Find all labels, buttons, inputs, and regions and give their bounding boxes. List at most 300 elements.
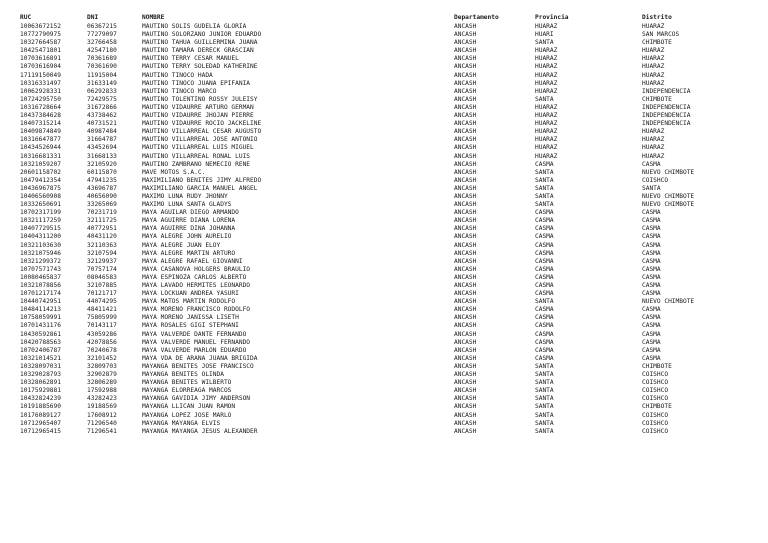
cell-nombre: MAXIMO LUNA SANTA GLADYS <box>142 201 232 209</box>
cell-ruc: 10437384628 <box>20 112 61 120</box>
cell-dni: 06367215 <box>87 23 117 30</box>
cell-distrito: CASMA <box>642 209 661 217</box>
cell-ruc: 10420788563 <box>20 338 61 346</box>
table-row <box>20 233 724 241</box>
cell-departamento: ANCASH <box>454 128 477 136</box>
cell-distrito: COISHCO <box>642 176 669 184</box>
cell-provincia: SANTA <box>535 371 554 379</box>
cell-nombre: MAUTINO VILLARREAL LUIS MIGUEL <box>142 144 254 152</box>
table-row <box>20 290 724 298</box>
cell-distrito: CASMA <box>642 217 661 225</box>
cell-provincia: HUARAZ <box>535 144 558 152</box>
cell-departamento: ANCASH <box>454 47 477 55</box>
cell-provincia: CASMA <box>535 273 554 281</box>
header-distrito: Distrito <box>642 14 672 21</box>
cell-provincia: CASMA <box>535 282 554 289</box>
cell-departamento: ANCASH <box>454 63 477 71</box>
cell-distrito: CASMA <box>642 314 661 322</box>
cell-nombre: MAYANGA MAYANGA ELVIS <box>142 419 221 427</box>
cell-nombre: MAUTINO SOLIS GUDELIA GLORIA <box>142 23 247 30</box>
cell-provincia: CASMA <box>535 265 554 273</box>
cell-dni: 70231719 <box>87 209 117 217</box>
cell-ruc: 10479412354 <box>20 176 61 184</box>
cell-ruc: 10321059207 <box>20 160 61 168</box>
cell-nombre: MAYA MORENO FRANCISCO RODOLFO <box>142 306 251 314</box>
cell-distrito: NUEVO CHIMBOTE <box>642 192 695 200</box>
cell-departamento: ANCASH <box>454 152 477 160</box>
cell-nombre: MAYA ALEGRE MARTIN ARTURO <box>142 249 236 257</box>
cell-provincia: HUARAZ <box>535 55 558 63</box>
cell-departamento: ANCASH <box>454 427 477 435</box>
cell-dni: 32111725 <box>87 217 117 225</box>
cell-dni: 44074295 <box>87 298 117 306</box>
cell-provincia: CASMA <box>535 225 554 233</box>
cell-nombre: MAUTINO SOLORZANO JUNIOR EDUARDO <box>142 31 262 39</box>
cell-provincia: SANTA <box>535 419 554 427</box>
cell-nombre: MAUTINO TERRY SOLEDAD KATHERINE <box>142 63 258 71</box>
cell-dni: 31668133 <box>87 152 117 160</box>
cell-dni: 70121717 <box>87 290 117 298</box>
table-row <box>20 209 724 217</box>
cell-distrito: NUEVO CHIMBOTE <box>642 201 695 209</box>
table-row <box>20 72 724 80</box>
cell-provincia: CASMA <box>535 233 554 241</box>
cell-departamento: ANCASH <box>454 322 477 330</box>
table-row <box>20 193 724 201</box>
cell-dni: 43282423 <box>87 395 117 403</box>
cell-distrito: CASMA <box>642 265 661 273</box>
cell-nombre: MAYA AGUIRRE DINA JOHANNA <box>142 225 236 233</box>
cell-departamento: ANCASH <box>454 103 477 111</box>
cell-distrito: HUARAZ <box>642 71 665 79</box>
cell-distrito: INDEPENDENCIA <box>642 103 691 111</box>
table-row <box>20 120 724 128</box>
cell-ruc: 10440742951 <box>20 298 61 306</box>
cell-dni: 32129937 <box>87 257 117 265</box>
cell-departamento: ANCASH <box>454 184 477 192</box>
cell-distrito: HUARAZ <box>642 47 665 55</box>
cell-dni: 43452694 <box>87 144 117 152</box>
cell-distrito: HUARAZ <box>642 144 665 152</box>
cell-nombre: MAYA ALEGRE RAFAEL GIOVANNI <box>142 257 243 265</box>
cell-departamento: ANCASH <box>454 144 477 152</box>
cell-distrito: INDEPENDENCIA <box>642 112 691 120</box>
cell-provincia: SANTA <box>535 192 554 200</box>
cell-provincia: HUARAZ <box>535 136 558 144</box>
cell-provincia: CASMA <box>535 241 554 249</box>
cell-departamento: ANCASH <box>454 39 477 47</box>
table-row <box>20 201 724 209</box>
cell-departamento: ANCASH <box>454 395 477 403</box>
header-provincia: Provincia <box>535 14 569 21</box>
table-row <box>20 217 724 225</box>
cell-provincia: CASMA <box>535 306 554 314</box>
table-row <box>20 250 724 258</box>
cell-nombre: MAUTINO TOLENTINO ROSSY JULEISY <box>142 95 258 103</box>
table-row <box>20 161 724 169</box>
table-row <box>20 136 724 144</box>
cell-provincia: SANTA <box>535 39 554 47</box>
table-row <box>20 355 724 363</box>
cell-nombre: MAYA ALEGRE JOHN AURELIO <box>142 233 232 241</box>
table-row <box>20 306 724 314</box>
cell-nombre: MAUTINO VIDAURRE ARTURO GERMAN <box>142 103 254 111</box>
cell-ruc: 10712965415 <box>20 427 61 435</box>
cell-ruc: 10080465837 <box>20 273 61 281</box>
table-row <box>20 47 724 55</box>
cell-ruc: 10430592861 <box>20 330 61 338</box>
cell-departamento: ANCASH <box>454 273 477 281</box>
cell-dni: 43696787 <box>87 184 117 192</box>
cell-provincia: HUARAZ <box>535 63 558 71</box>
cell-provincia: CASMA <box>535 257 554 265</box>
table-row <box>20 266 724 274</box>
cell-dni: 71296541 <box>87 427 117 435</box>
cell-ruc: 10321075946 <box>20 249 61 257</box>
cell-dni: 31672866 <box>87 103 117 111</box>
cell-dni: 71296540 <box>87 419 117 427</box>
cell-nombre: MAYANGA BENITES OLINDA <box>142 371 224 379</box>
table-row <box>20 104 724 112</box>
cell-nombre: MAYANGA GAVIDIA JIMY ANDERSON <box>142 395 251 403</box>
cell-dni: 70757174 <box>87 265 117 273</box>
cell-provincia: CASMA <box>535 338 554 346</box>
cell-distrito: HUARAZ <box>642 152 665 160</box>
cell-nombre: MAYANGA BENITES WILBERTO <box>142 379 232 387</box>
table-row <box>20 428 724 436</box>
cell-dni: 77279097 <box>87 31 117 39</box>
cell-dni: 40656090 <box>87 192 117 200</box>
cell-distrito: COISHCO <box>642 387 669 395</box>
cell-distrito: CASMA <box>642 354 661 362</box>
cell-dni: 32101452 <box>87 354 117 362</box>
cell-distrito: CASMA <box>642 338 661 346</box>
cell-nombre: MAYA AGUILAR DIEGO ARMANDO <box>142 209 239 217</box>
cell-provincia: CASMA <box>535 209 554 217</box>
cell-dni: 40772951 <box>87 225 117 233</box>
cell-departamento: ANCASH <box>454 225 477 233</box>
cell-dni: 60115870 <box>87 168 117 176</box>
cell-provincia: CASMA <box>535 290 554 298</box>
cell-dni: 32806289 <box>87 379 117 387</box>
cell-ruc: 10327664587 <box>20 39 61 47</box>
cell-nombre: MAUTINO TERRY CESAR MANUEL <box>142 55 239 63</box>
cell-distrito: COISHCO <box>642 411 669 419</box>
cell-departamento: ANCASH <box>454 338 477 346</box>
cell-dni: 70361689 <box>87 55 117 63</box>
cell-provincia: HUARAZ <box>535 152 558 160</box>
cell-provincia: SANTA <box>535 362 554 370</box>
cell-provincia: HUARAZ <box>535 128 558 136</box>
cell-ruc: 20601158702 <box>20 168 61 176</box>
cell-nombre: MAYA CASANOVA HOLGERS BRAULIO <box>142 265 251 273</box>
cell-departamento: ANCASH <box>454 330 477 338</box>
cell-distrito: SANTA <box>642 184 661 192</box>
cell-departamento: ANCASH <box>454 87 477 95</box>
cell-distrito: SAN MARCOS <box>642 31 680 39</box>
cell-departamento: ANCASH <box>454 136 477 144</box>
cell-departamento: ANCASH <box>454 112 477 120</box>
cell-distrito: COISHCO <box>642 395 669 403</box>
cell-provincia: CASMA <box>535 330 554 338</box>
cell-provincia: HUARI <box>535 31 554 39</box>
cell-nombre: MAUTINO TINOCO MARCO <box>142 87 217 95</box>
cell-ruc: 10407315214 <box>20 120 61 128</box>
table-row <box>20 96 724 104</box>
cell-distrito: CHIMBOTE <box>642 39 672 47</box>
cell-departamento: ANCASH <box>454 362 477 370</box>
cell-distrito: HUARAZ <box>642 55 665 63</box>
cell-nombre: MAYANGA ELORREAGA MARCOS <box>142 387 232 395</box>
cell-ruc: 10425471801 <box>20 47 61 55</box>
cell-dni: 17608912 <box>87 411 117 419</box>
cell-provincia: SANTA <box>535 176 554 184</box>
cell-departamento: ANCASH <box>454 79 477 87</box>
table-row <box>20 403 724 411</box>
cell-distrito: CASMA <box>642 346 661 354</box>
cell-departamento: ANCASH <box>454 120 477 128</box>
cell-ruc: 10484114213 <box>20 306 61 314</box>
cell-provincia: SANTA <box>535 379 554 387</box>
table-row <box>20 282 724 290</box>
header-dni: DNI <box>87 14 99 21</box>
table-row <box>20 31 724 39</box>
cell-departamento: ANCASH <box>454 290 477 298</box>
cell-dni: 42078856 <box>87 338 117 346</box>
cell-provincia: CASMA <box>535 354 554 362</box>
cell-departamento: ANCASH <box>454 419 477 427</box>
cell-departamento: ANCASH <box>454 192 477 200</box>
cell-nombre: MAYA VDA DE ARANA JUANA BRIGIDA <box>142 354 258 362</box>
cell-ruc: 10406560908 <box>20 192 61 200</box>
cell-dni: 19188569 <box>87 403 117 411</box>
cell-provincia: CASMA <box>535 160 554 168</box>
cell-dni: 40431120 <box>87 233 117 241</box>
cell-departamento: ANCASH <box>454 233 477 241</box>
table-row <box>20 331 724 339</box>
cell-distrito: CASMA <box>642 273 661 281</box>
table-row <box>20 128 724 136</box>
cell-provincia: SANTA <box>535 184 554 192</box>
cell-provincia: SANTA <box>535 95 554 103</box>
cell-provincia: HUARAZ <box>535 47 558 55</box>
cell-departamento: ANCASH <box>454 249 477 257</box>
cell-departamento: ANCASH <box>454 265 477 273</box>
cell-ruc: 17119150049 <box>20 71 61 79</box>
cell-distrito: CASMA <box>642 225 661 233</box>
table-row <box>20 55 724 63</box>
table-row <box>20 379 724 387</box>
cell-dni: 40731521 <box>87 120 117 128</box>
cell-ruc: 10707571743 <box>20 265 61 273</box>
table-row <box>20 177 724 185</box>
table-row <box>20 185 724 193</box>
table-row <box>20 112 724 120</box>
cell-provincia: HUARAZ <box>535 103 558 111</box>
cell-distrito: NUEVO CHIMBOTE <box>642 298 695 306</box>
cell-dni: 32107885 <box>87 282 117 289</box>
cell-departamento: ANCASH <box>454 346 477 354</box>
cell-dni: 32766458 <box>87 39 117 47</box>
cell-distrito: COISHCO <box>642 427 669 435</box>
table-row <box>20 153 724 161</box>
table-row <box>20 347 724 355</box>
cell-departamento: ANCASH <box>454 379 477 387</box>
cell-distrito: CASMA <box>642 330 661 338</box>
cell-ruc: 10316331497 <box>20 79 61 87</box>
cell-distrito: INDEPENDENCIA <box>642 87 691 95</box>
cell-ruc: 10321117259 <box>20 217 61 225</box>
cell-dni: 48411421 <box>87 306 117 314</box>
cell-distrito: COISHCO <box>642 419 669 427</box>
cell-ruc: 10703616904 <box>20 63 61 71</box>
cell-provincia: HUARAZ <box>535 71 558 79</box>
cell-provincia: HUARAZ <box>535 23 558 30</box>
table-body <box>20 23 724 436</box>
cell-departamento: ANCASH <box>454 71 477 79</box>
cell-dni: 32902879 <box>87 371 117 379</box>
cell-dni: 32809703 <box>87 362 117 370</box>
cell-nombre: MAXIMO LUNA RUDY JHONNY <box>142 192 228 200</box>
cell-nombre: MAYA VALVERDE MARLON EDUARDO <box>142 346 247 354</box>
table-row <box>20 23 724 31</box>
cell-provincia: CASMA <box>535 346 554 354</box>
cell-provincia: SANTA <box>535 387 554 395</box>
cell-ruc: 10062928331 <box>20 87 61 95</box>
cell-distrito: COISHCO <box>642 379 669 387</box>
cell-nombre: MAYANGA LOPEZ JOSE MARLO <box>142 411 232 419</box>
cell-nombre: MAUTINO ZAMBRANO NEMECIO RENE <box>142 160 251 168</box>
cell-departamento: ANCASH <box>454 241 477 249</box>
cell-distrito: HUARAZ <box>642 136 665 144</box>
table-row <box>20 395 724 403</box>
cell-distrito: CASMA <box>642 249 661 257</box>
cell-provincia: HUARAZ <box>535 87 558 95</box>
cell-nombre: MAYANGA LLICAN JUAN RAMON <box>142 403 236 411</box>
cell-departamento: ANCASH <box>454 160 477 168</box>
table-row <box>20 169 724 177</box>
cell-nombre: MAYA VALVERDE MANUEL FERNANDO <box>142 338 251 346</box>
cell-departamento: ANCASH <box>454 55 477 63</box>
cell-provincia: SANTA <box>535 395 554 403</box>
cell-ruc: 10712965407 <box>20 419 61 427</box>
cell-departamento: ANCASH <box>454 403 477 411</box>
table-row <box>20 387 724 395</box>
cell-distrito: CASMA <box>642 233 661 241</box>
cell-dni: 47941235 <box>87 176 117 184</box>
cell-ruc: 10063672152 <box>20 23 61 30</box>
cell-dni: 31633149 <box>87 79 117 87</box>
cell-departamento: ANCASH <box>454 257 477 265</box>
table-row <box>20 274 724 282</box>
table-row <box>20 314 724 322</box>
cell-provincia: HUARAZ <box>535 112 558 120</box>
table-row <box>20 298 724 306</box>
cell-departamento: ANCASH <box>454 314 477 322</box>
cell-ruc: 10702317199 <box>20 209 61 217</box>
table-row <box>20 242 724 250</box>
cell-ruc: 10176089127 <box>20 411 61 419</box>
cell-nombre: MAYA LOCKUAN ANDREA YASURI <box>142 290 239 298</box>
cell-nombre: MAYA ROSALES GIGI STEPHANI <box>142 322 239 330</box>
cell-dni: 33265069 <box>87 201 117 209</box>
cell-departamento: ANCASH <box>454 354 477 362</box>
cell-distrito: HUARAZ <box>642 128 665 136</box>
cell-ruc: 10316681331 <box>20 152 61 160</box>
cell-departamento: ANCASH <box>454 31 477 39</box>
table-row <box>20 258 724 266</box>
cell-provincia: SANTA <box>535 168 554 176</box>
cell-dni: 70361690 <box>87 63 117 71</box>
cell-ruc: 10702406787 <box>20 346 61 354</box>
cell-ruc: 10701431176 <box>20 322 61 330</box>
cell-dni: 70143117 <box>87 322 117 330</box>
cell-provincia: CASMA <box>535 249 554 257</box>
cell-departamento: ANCASH <box>454 306 477 314</box>
cell-departamento: ANCASH <box>454 209 477 217</box>
cell-distrito: CASMA <box>642 160 661 168</box>
header-departamento: Departamento <box>454 14 499 21</box>
cell-nombre: MAUTINO TAMARA DERECK GRASCIAN <box>142 47 254 55</box>
table-row <box>20 144 724 152</box>
cell-ruc: 10328062891 <box>20 379 61 387</box>
cell-nombre: MAYA MORENO JANISSA LISETH <box>142 314 239 322</box>
cell-provincia: HUARAZ <box>535 79 558 87</box>
cell-ruc: 10409874849 <box>20 128 61 136</box>
cell-distrito: HUARAZ <box>642 63 665 71</box>
table-row <box>20 363 724 371</box>
cell-ruc: 10321299372 <box>20 257 61 265</box>
cell-nombre: MAYA AGUIRRE DIANA LORENA <box>142 217 236 225</box>
cell-ruc: 10321078856 <box>20 282 61 289</box>
cell-distrito: CASMA <box>642 282 661 289</box>
cell-nombre: MAUTINO VILLARREAL JOSE ANTONIO <box>142 136 258 144</box>
cell-dni: 72429575 <box>87 95 117 103</box>
cell-ruc: 10724295750 <box>20 95 61 103</box>
cell-ruc: 10321014521 <box>20 354 61 362</box>
cell-departamento: ANCASH <box>454 387 477 395</box>
cell-ruc: 10407729515 <box>20 225 61 233</box>
cell-ruc: 10432824239 <box>20 395 61 403</box>
cell-ruc: 10701217174 <box>20 290 61 298</box>
cell-nombre: MAXIMILIANO BENITES JIMY ALFREDO <box>142 176 262 184</box>
cell-provincia: CASMA <box>535 314 554 322</box>
cell-ruc: 10404311200 <box>20 233 61 241</box>
header-nombre: NOMBRE <box>142 14 165 21</box>
cell-nombre: MAUTINO VILLARREAL CESAR AUGUSTO <box>142 128 262 136</box>
cell-departamento: ANCASH <box>454 298 477 306</box>
table-row <box>20 322 724 330</box>
cell-dni: 32105920 <box>87 160 117 168</box>
cell-departamento: ANCASH <box>454 282 477 289</box>
cell-dni: 75805999 <box>87 314 117 322</box>
header-ruc: RUC <box>20 14 32 21</box>
cell-ruc: 10332650691 <box>20 201 61 209</box>
cell-ruc: 10175929881 <box>20 387 61 395</box>
cell-distrito: CASMA <box>642 257 661 265</box>
cell-nombre: MAUTINO TINOCO JUANA EPIFANIA <box>142 79 251 87</box>
cell-ruc: 10434526944 <box>20 144 61 152</box>
cell-provincia: SANTA <box>535 201 554 209</box>
cell-nombre: MAYA ESPINOZA CARLOS ALBERTO <box>142 273 247 281</box>
table-row <box>20 80 724 88</box>
cell-nombre: MAUTINO VILLARREAL RONAL LUIS <box>142 152 251 160</box>
cell-distrito: CASMA <box>642 306 661 314</box>
cell-dni: 32110363 <box>87 241 117 249</box>
cell-distrito: CASMA <box>642 290 661 298</box>
cell-nombre: MAUTINO TAHUA GUILLERMINA JUANA <box>142 39 258 47</box>
cell-departamento: ANCASH <box>454 217 477 225</box>
